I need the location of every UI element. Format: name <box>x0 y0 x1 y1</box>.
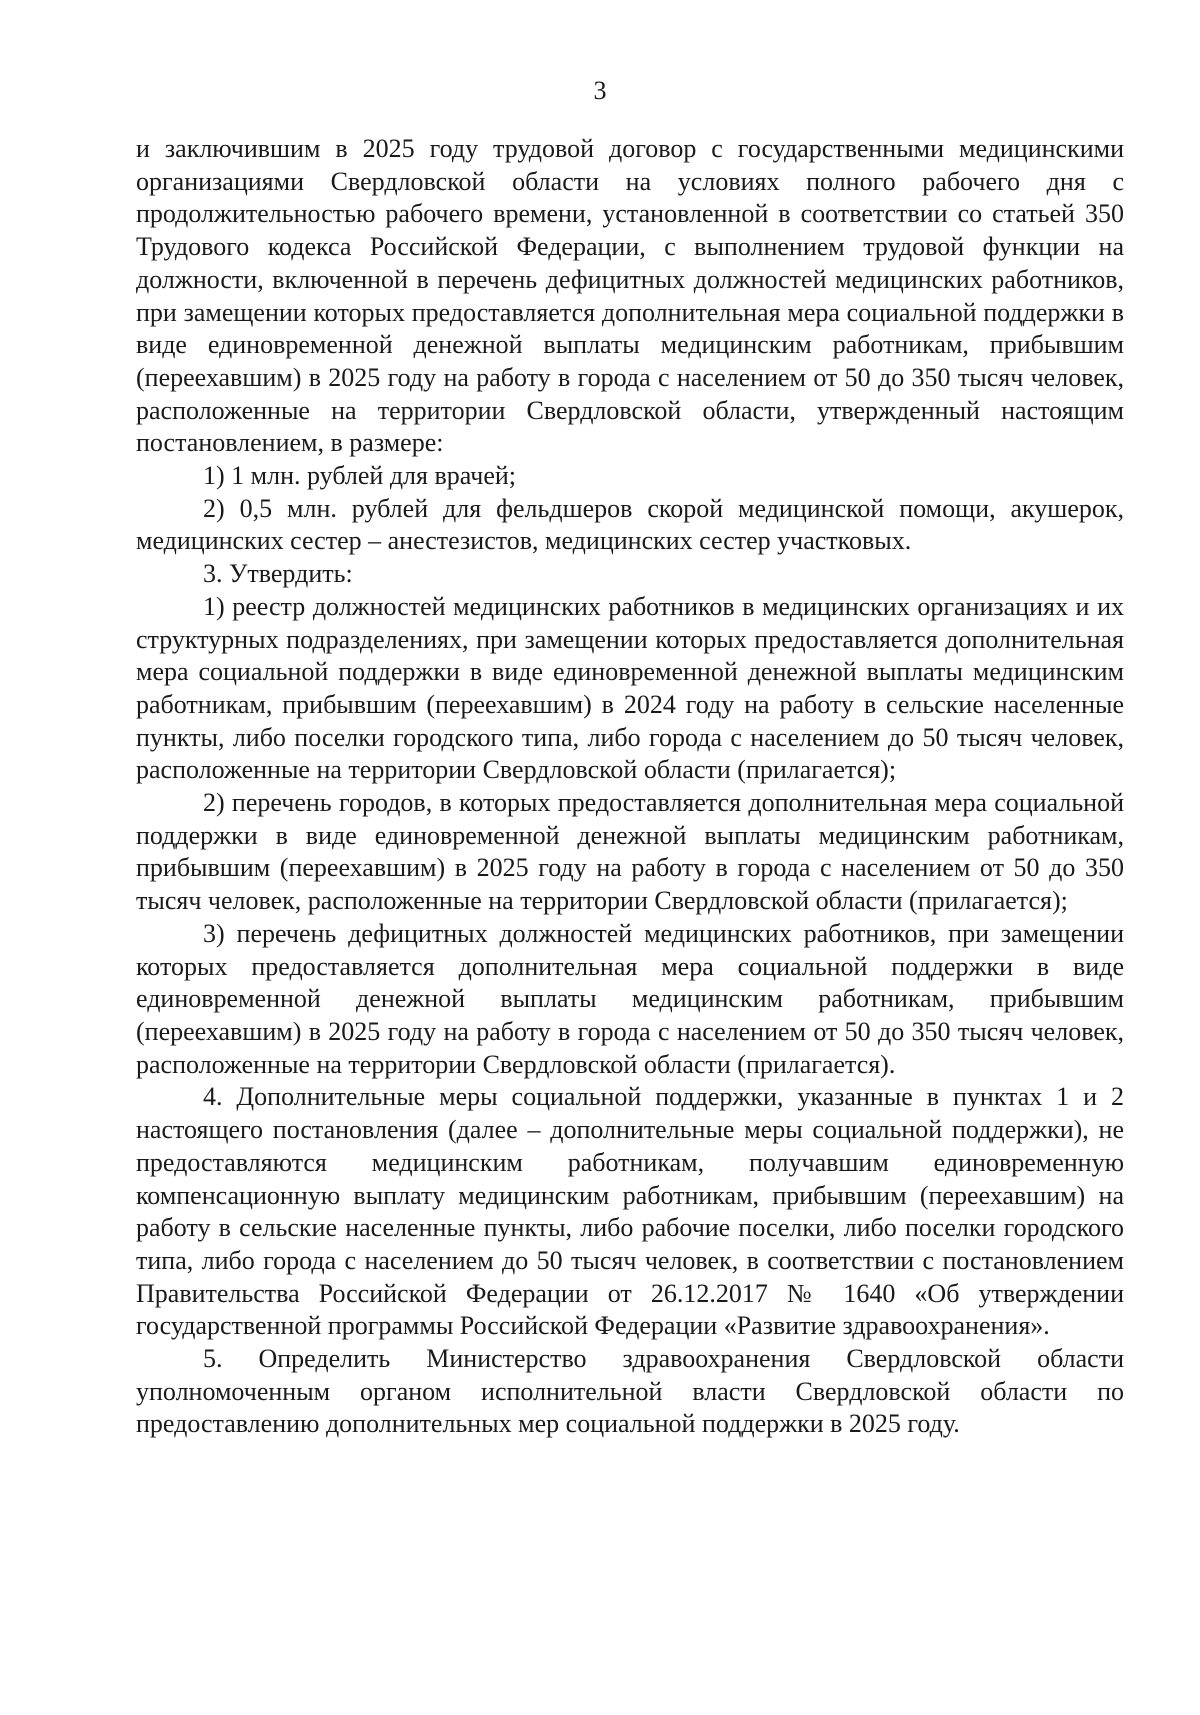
document-body <box>136 133 1124 1441</box>
paragraph-continuation: и заключившим в 2025 году трудовой договор с государственными медицинскими организациями Свердловской области на условиях полного рабочего дня с продолжительностью рабочего времени, установленной в соответствии со статьей 350 Трудового кодекса Российской Федерации, с выполнением трудовой функции на должности, включенной в перечень дефицитных должностей медицинских работников, при замещении которых предоставляется дополнительная мера социальной поддержки в виде единовременной денежной выплаты медицинским работникам, прибывшим (переехавшим) в 2025 году на работу в города с населением от 50 до 350 тысяч человек, расположенные на территории Свердловской области, утвержденный настоящим постановлением, в размере: <box>136 134 1124 458</box>
paragraph-section-3-item-2: 2) перечень городов, в которых предоставляется дополнительная мера социальной поддержки в виде единовременной денежной выплаты медицинским работникам, прибывшим (переехавшим) в 2025 году на работу в города с населением от 50 до 350 тысяч человек, расположенные на территории Свердловской области (прилагается); <box>136 788 1124 916</box>
page-number: 3 <box>593 76 607 105</box>
paragraph-item-2-paramedics: 2) 0,5 млн. рублей для фельдшеров скорой медицинской помощи, акушерок, медицинских сестер – анестезистов, медицинских сестер участковых. <box>136 493 1124 556</box>
paragraph-section-3-item-3: 3) перечень дефицитных должностей медицинских работников, при замещении которых предоставляется дополнительная мера социальной поддержки в виде единовременной денежной выплаты медицинским работникам, прибывшим (переехавшим) в 2025 году на работу в города с населением от 50 до 350 тысяч человек, расположенные на территории Свердловской области (прилагается). <box>136 918 1124 1079</box>
paragraph-section-4: 4. Дополнительные меры социальной поддержки, указанные в пунктах 1 и 2 настоящего постановления (далее – дополнительные меры социальной поддержки), не предоставляются медицинским работникам, получавшим единовременную компенсационную выплату медицинским работникам, прибывшим (переехавшим) на работу в сельские населенные пункты, либо рабочие поселки, либо поселки городского типа, либо города с населением до 50 тысяч человек, в соответствии с постановлением Правительства Российской Федерации от 26.12.2017 № 1640 «Об утверждении государственной программы Российской Федерации «Развитие здравоохранения». <box>136 1082 1124 1341</box>
paragraph-section-5: 5. Определить Министерство здравоохранения Свердловской области уполномоченным органом исполнительной власти Свердловской области по предоставлению дополнительных мер социальной поддержки в 2025 году. <box>136 1344 1124 1439</box>
paragraph-section-3-item-1: 1) реестр должностей медицинских работников в медицинских организациях и их структурных подразделениях, при замещении которых предоставляется дополнительная мера социальной поддержки в виде единовременной денежной выплаты медицинским работникам, прибывшим (переехавшим) в 2024 году на работу в сельские населенные пункты, либо поселки городского типа, либо города с населением до 50 тысяч человек, расположенные на территории Свердловской области (прилагается); <box>136 591 1124 785</box>
paragraph-item-1-doctors: 1) 1 млн. рублей для врачей; <box>203 461 517 491</box>
paragraph-section-3-heading: 3. Утвердить: <box>203 559 353 589</box>
